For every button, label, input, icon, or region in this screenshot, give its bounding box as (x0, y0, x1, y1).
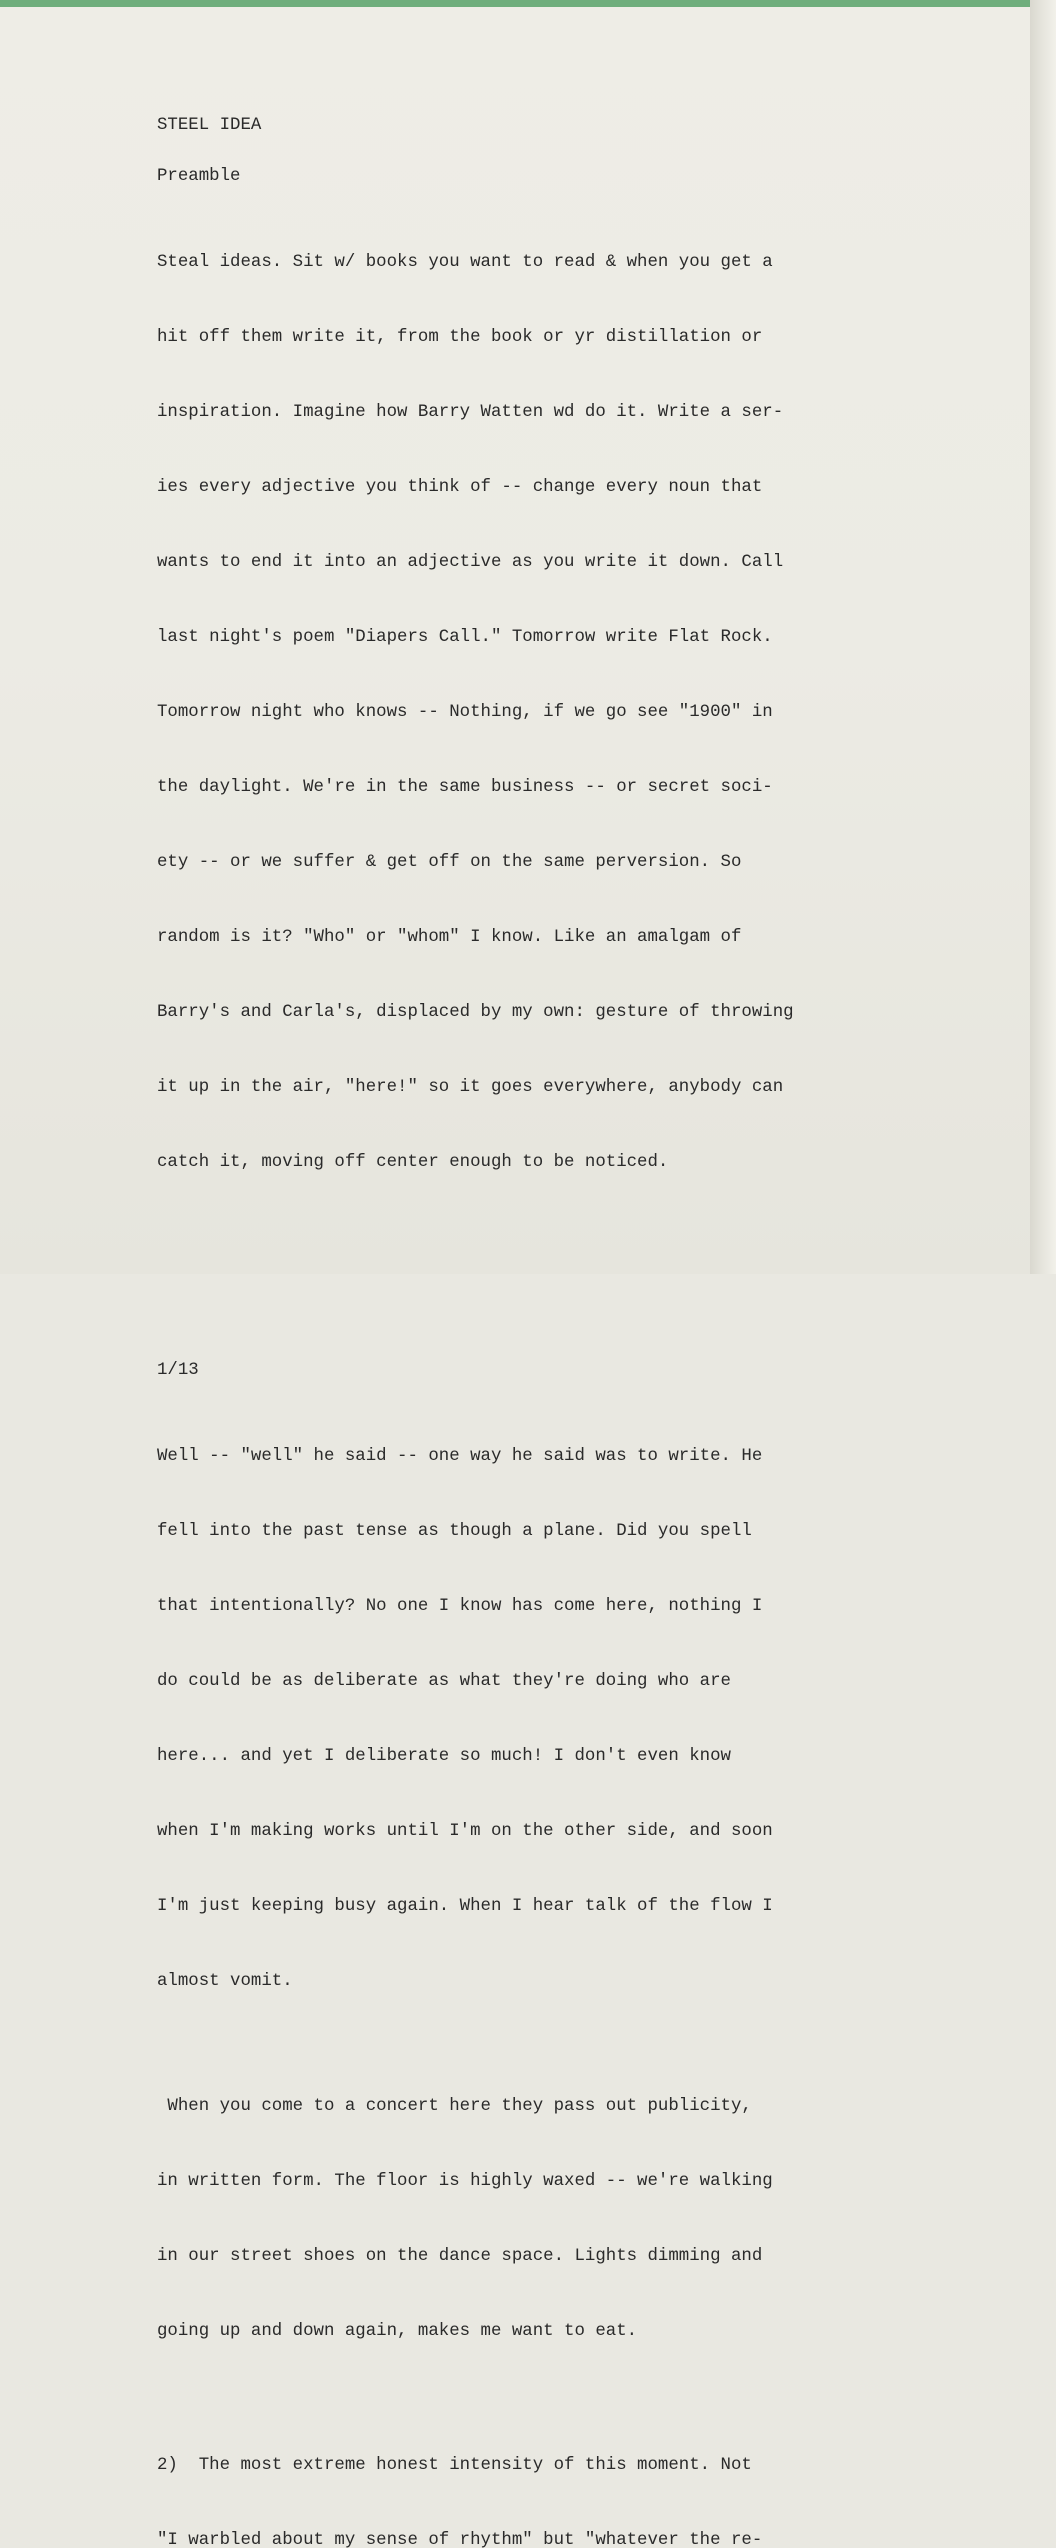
page-edge-shadow (1030, 0, 1056, 1274)
text-line: hit off them write it, from the book or yr distillation or (157, 328, 763, 347)
text-line: it up in the air, "here!" so it goes everywhere, anybody can (157, 1078, 784, 1097)
text-line: wants to end it into an adjective as you write it down. Call (157, 553, 784, 572)
text-line: Steal ideas. Sit w/ books you want to read & when you get a (157, 253, 773, 272)
typed-text (157, 113, 937, 2548)
text-line: ety -- or we suffer & get off on the same perversion. So (157, 853, 742, 872)
preamble-paragraph (157, 200, 937, 1225)
text-line: When you come to a concert here they pass out publicity, (157, 2097, 752, 2116)
text-line: when I'm making works until I'm on the other side, and soon (157, 1822, 773, 1841)
text-line: Well -- "well" he said -- one way he said was to write. He (157, 1447, 763, 1466)
paragraph-3 (157, 2403, 937, 2548)
text-line: fell into the past tense as though a plane. Did you spell (157, 1522, 752, 1541)
paragraph-1 (157, 1394, 937, 2044)
section-heading-date: 1/13 (157, 1361, 199, 1380)
text-line: I'm just keeping busy again. When I hear talk of the flow I (157, 1897, 773, 1916)
text-line: here... and yet I deliberate so much! I don't even know (157, 1747, 731, 1766)
paragraph-2 (157, 2044, 937, 2394)
text-line: that intentionally? No one I know has come here, nothing I (157, 1597, 763, 1616)
text-line: random is it? "Who" or "whom" I know. Like an amalgam of (157, 928, 742, 947)
text-line: ies every adjective you think of -- change every noun that (157, 478, 763, 497)
text-line: the daylight. We're in the same business -- or secret soci- (157, 778, 773, 797)
top-edge (0, 0, 1056, 7)
section-heading-preamble: Preamble (157, 167, 241, 186)
text-line: almost vomit. (157, 1972, 293, 1991)
text-line: 2) The most extreme honest intensity of this moment. Not (157, 2456, 752, 2475)
text-line: in our street shoes on the dance space. Lights dimming and (157, 2247, 763, 2266)
text-line: last night's poem "Diapers Call." Tomorrow write Flat Rock. (157, 628, 773, 647)
text-line: Barry's and Carla's, displaced by my own: gesture of throwing (157, 1003, 794, 1022)
text-line: inspiration. Imagine how Barry Watten wd do it. Write a ser- (157, 403, 784, 422)
text-line: Tomorrow night who knows -- Nothing, if we go see "1900" in (157, 703, 773, 722)
text-line: do could be as deliberate as what they're doing who are (157, 1672, 731, 1691)
text-line: going up and down again, makes me want to eat. (157, 2322, 638, 2341)
text-line: catch it, moving off center enough to be noticed. (157, 1153, 669, 1172)
text-line: "I warbled about my sense of rhythm" but "whatever the re- (157, 2531, 763, 2548)
text-line: in written form. The floor is highly waxed -- we're walking (157, 2172, 773, 2191)
document-title: STEEL IDEA (157, 116, 262, 135)
